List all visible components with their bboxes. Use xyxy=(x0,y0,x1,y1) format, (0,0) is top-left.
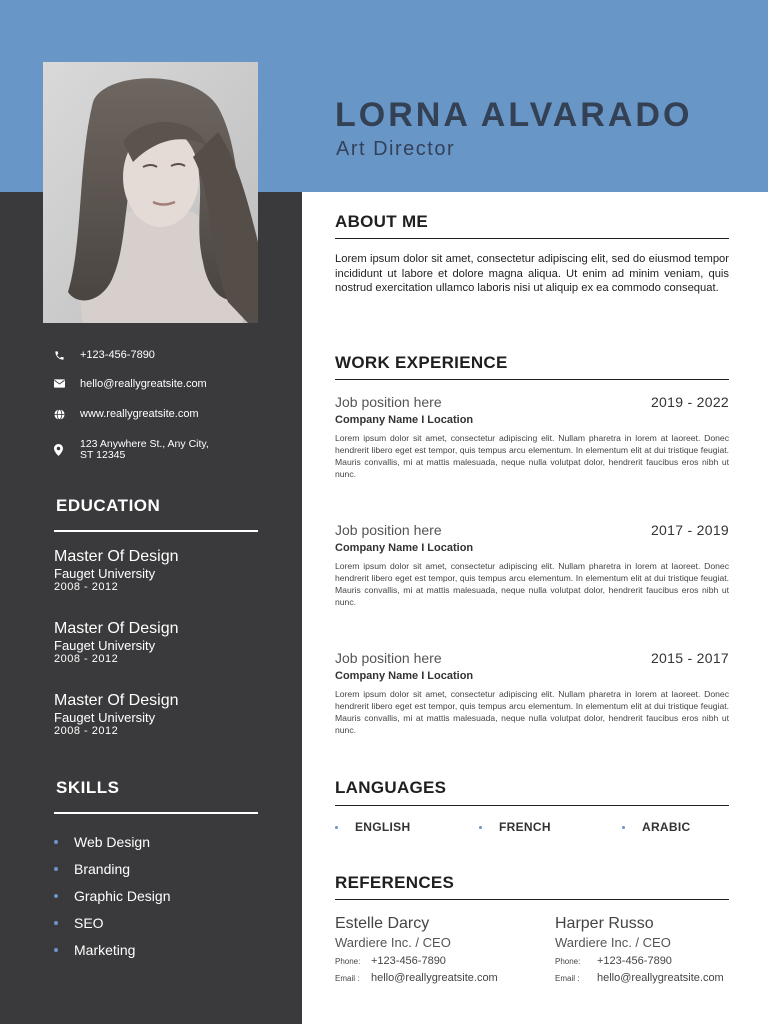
contact-phone-text: +123-456-7890 xyxy=(80,349,155,361)
skill-label: Web Design xyxy=(74,833,151,850)
email-label: Email : xyxy=(335,974,360,983)
skill-label: Graphic Design xyxy=(74,887,171,904)
skill-label: SEO xyxy=(74,914,104,931)
contact-website-text: www.reallygreatsite.com xyxy=(80,408,199,420)
language-item xyxy=(335,820,479,834)
language-item xyxy=(479,820,622,834)
education-school: Fauget University xyxy=(54,566,156,581)
bullet-dot xyxy=(54,840,58,844)
bullet-dot xyxy=(54,921,58,925)
education-heading: EDUCATION xyxy=(56,496,161,515)
education-school: Fauget University xyxy=(54,638,156,653)
bullet-dot xyxy=(54,894,58,898)
education-divider xyxy=(54,530,258,532)
reference-email-value: hello@reallygreatsite.com xyxy=(597,972,724,984)
globe-icon xyxy=(54,408,80,420)
about-heading: ABOUT ME xyxy=(335,212,429,231)
profile-photo xyxy=(43,62,258,323)
reference-name: Estelle Darcy xyxy=(335,915,430,932)
portrait-illustration xyxy=(43,62,258,323)
education-years: 2008 - 2012 xyxy=(54,653,119,665)
languages-heading: LANGUAGES xyxy=(335,778,447,797)
skills-list xyxy=(54,828,254,963)
job-company: Company Name I Location xyxy=(335,542,474,554)
job-entry xyxy=(335,650,729,736)
languages-divider xyxy=(335,805,729,806)
job-years: 2015 - 2017 xyxy=(650,650,729,666)
about-text: Lorem ipsum dolor sit amet, consectetur adipiscing elit, sed do eiusmod tempor incididunt ut labore et dolore magna aliqua. Ut enim ad minim veniam, quis nostrud exercitation ullamco laboris nisi ut aliquip ex ea commodo consequat. xyxy=(335,253,729,295)
candidate-title: Art Director xyxy=(336,138,456,160)
email-label: Email : xyxy=(555,974,580,983)
bullet-dot xyxy=(479,826,482,829)
reference-phone xyxy=(335,955,535,968)
job-company: Company Name I Location xyxy=(335,670,474,682)
job-entry xyxy=(335,394,729,480)
education-degree: Master Of Design xyxy=(54,692,179,709)
skill-item xyxy=(54,909,254,936)
job-position: Job position here xyxy=(335,522,442,538)
job-years: 2017 - 2019 xyxy=(650,522,729,538)
reference-email-value: hello@reallygreatsite.com xyxy=(371,972,498,984)
contact-phone xyxy=(54,349,274,361)
phone-label: Phone: xyxy=(335,957,361,966)
language-label: ARABIC xyxy=(642,820,691,834)
experience-divider xyxy=(335,379,729,380)
phone-icon xyxy=(54,349,80,361)
reference-card xyxy=(335,914,535,985)
bullet-dot xyxy=(54,867,58,871)
reference-phone-value: +123-456-7890 xyxy=(597,955,672,967)
phone-label: Phone: xyxy=(555,957,581,966)
mail-icon xyxy=(54,378,80,388)
bullet-dot xyxy=(335,826,338,829)
experience-heading: WORK EXPERIENCE xyxy=(335,353,508,372)
skill-item xyxy=(54,936,254,963)
education-item xyxy=(54,691,178,737)
languages-list xyxy=(335,820,735,834)
reference-phone xyxy=(555,955,755,968)
reference-email xyxy=(555,972,755,985)
job-position: Job position here xyxy=(335,394,442,410)
education-degree: Master Of Design xyxy=(54,548,179,565)
job-entry xyxy=(335,522,729,608)
job-position: Job position here xyxy=(335,650,442,666)
reference-phone-value: +123-456-7890 xyxy=(371,955,446,967)
skill-item xyxy=(54,828,254,855)
reference-card xyxy=(555,914,755,985)
contact-email xyxy=(54,378,274,390)
skills-divider xyxy=(54,812,258,814)
education-years: 2008 - 2012 xyxy=(54,725,119,737)
contact-address xyxy=(54,439,274,461)
skill-label: Marketing xyxy=(74,941,136,958)
contact-email-text: hello@reallygreatsite.com xyxy=(80,378,207,390)
language-label: FRENCH xyxy=(499,820,551,834)
contact-website xyxy=(54,408,274,420)
education-item xyxy=(54,619,178,665)
skill-item xyxy=(54,882,254,909)
candidate-name: LORNA ALVARADO xyxy=(335,96,693,134)
references-divider xyxy=(335,899,729,900)
reference-company: Wardiere Inc. / CEO xyxy=(335,935,451,950)
contact-address-text: 123 Anywhere St., Any City, ST 12345 xyxy=(80,438,209,461)
bullet-dot xyxy=(54,948,58,952)
skill-label: Branding xyxy=(74,860,131,877)
job-description: Lorem ipsum dolor sit amet, consectetur adipiscing elit. Nullam pharetra in lorem at laoreet. Donec hendrerit libero eget est tempor, quis tempus arcu elementum. In elementum elit at dui tristique feugiat. Mauris convallis, mi at mattis malesuada, neque nulla volutpat dolor, hendrerit faucibus eros nibh ut nunc. xyxy=(335,561,729,607)
education-degree: Master Of Design xyxy=(54,620,179,637)
skills-heading: SKILLS xyxy=(56,778,120,797)
job-company: Company Name I Location xyxy=(335,414,474,426)
reference-company: Wardiere Inc. / CEO xyxy=(555,935,671,950)
job-years: 2019 - 2022 xyxy=(650,394,729,410)
education-years: 2008 - 2012 xyxy=(54,581,119,593)
bullet-dot xyxy=(622,826,625,829)
reference-name: Harper Russo xyxy=(555,915,654,932)
job-description: Lorem ipsum dolor sit amet, consectetur adipiscing elit. Nullam pharetra in lorem at laoreet. Donec hendrerit libero eget est tempor, quis tempus arcu elementum. In elementum elit at dui tristique feugiat. Mauris convallis, mi at mattis malesuada, neque nulla volutpat dolor, hendrerit faucibus eros nibh ut nunc. xyxy=(335,689,729,735)
language-item xyxy=(622,820,690,834)
references-heading: REFERENCES xyxy=(335,873,455,892)
reference-email xyxy=(335,972,535,985)
skill-item xyxy=(54,855,254,882)
job-description: Lorem ipsum dolor sit amet, consectetur adipiscing elit. Nullam pharetra in lorem at laoreet. Donec hendrerit libero eget est tempor, quis tempus arcu elementum. In elementum elit at dui tristique feugiat. Mauris convallis, mi at mattis malesuada, neque nulla volutpat dolor, hendrerit faucibus eros nibh ut nunc. xyxy=(335,433,729,479)
education-item xyxy=(54,547,178,593)
language-label: ENGLISH xyxy=(355,820,411,834)
location-pin-icon xyxy=(54,439,80,456)
education-school: Fauget University xyxy=(54,710,156,725)
about-divider xyxy=(335,238,729,239)
